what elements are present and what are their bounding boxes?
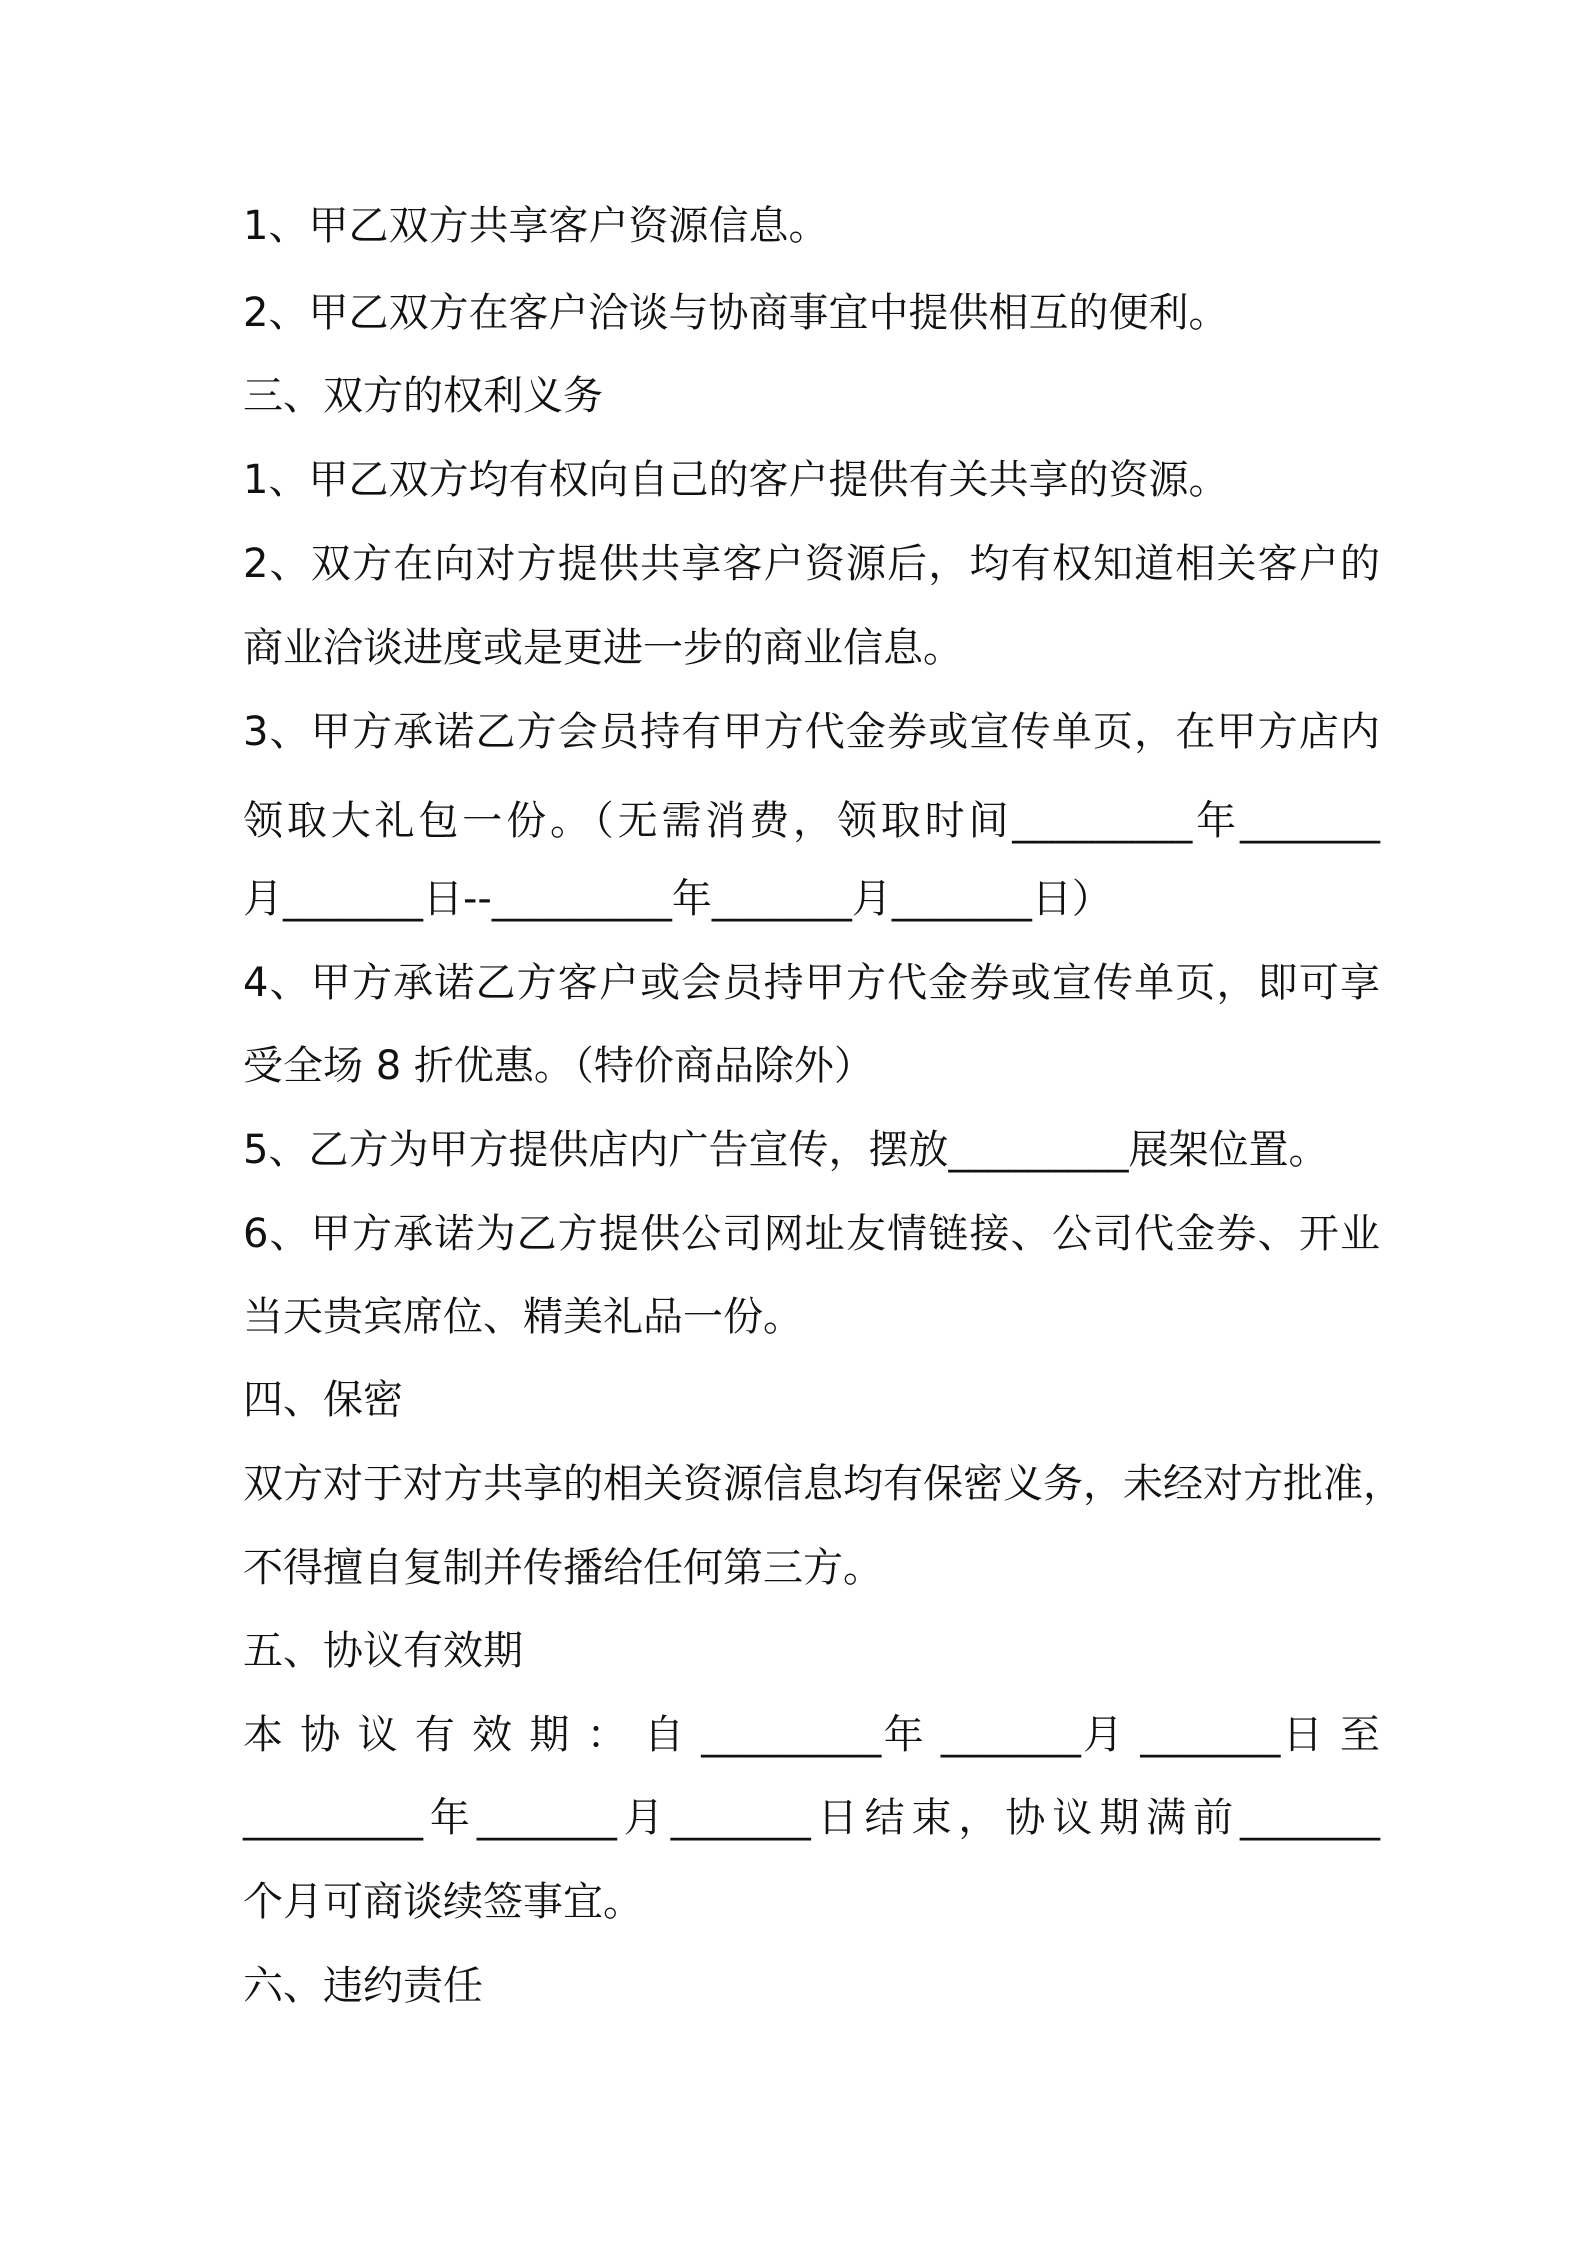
section-heading: 五、协议有效期: [243, 1628, 523, 1674]
text-line: 本 协 议 有 效 期 ： 自 _________年 _______月 _______日 至: [243, 1712, 1380, 1758]
text-line: 1、甲乙双方共享客户资源信息。: [243, 203, 829, 249]
text-line: 月_______日--_________年_______月_______日）: [243, 876, 1112, 922]
text-line: 3、甲方承诺乙方会员持有甲方代金券或宣传单页，在甲方店内: [243, 709, 1380, 755]
text-line: 双方对于对方共享的相关资源信息均有保密义务，未经对方批准，: [243, 1461, 1403, 1507]
text-line: 个月可商谈续签事宜。: [243, 1879, 643, 1925]
text-line: 当天贵宾席位、精美礼品一份。: [243, 1294, 803, 1340]
section-heading: 四、保密: [243, 1377, 403, 1423]
text-line: 不得擅自复制并传播给任何第三方。: [243, 1545, 883, 1591]
text-line: 4、甲方承诺乙方客户或会员持甲方代金券或宣传单页，即可享: [243, 960, 1380, 1006]
text-line: 商业洽谈进度或是更进一步的商业信息。: [243, 625, 963, 671]
section-heading: 六、违约责任: [243, 1963, 483, 2009]
text-line: 受全场 8 折优惠。（特价商品除外）: [243, 1043, 874, 1089]
text-line: 6、甲方承诺为乙方提供公司网址友情链接、公司代金券、开业: [243, 1211, 1380, 1257]
text-line: _________年_______月_______日结束，协议期满前_______: [243, 1795, 1380, 1841]
text-line: 领取大礼包一份。（无需消费，领取时间_________年_______: [243, 798, 1380, 844]
text-line: 1、甲乙双方均有权向自己的客户提供有关共享的资源。: [243, 457, 1229, 503]
section-heading: 三、双方的权利义务: [243, 373, 603, 419]
text-line: 2、甲乙双方在客户洽谈与协商事宜中提供相互的便利。: [243, 290, 1229, 336]
text-line: 2、双方在向对方提供共享客户资源后，均有权知道相关客户的: [243, 541, 1380, 587]
text-line: 5、乙方为甲方提供店内广告宣传，摆放_________展架位置。: [243, 1127, 1329, 1173]
